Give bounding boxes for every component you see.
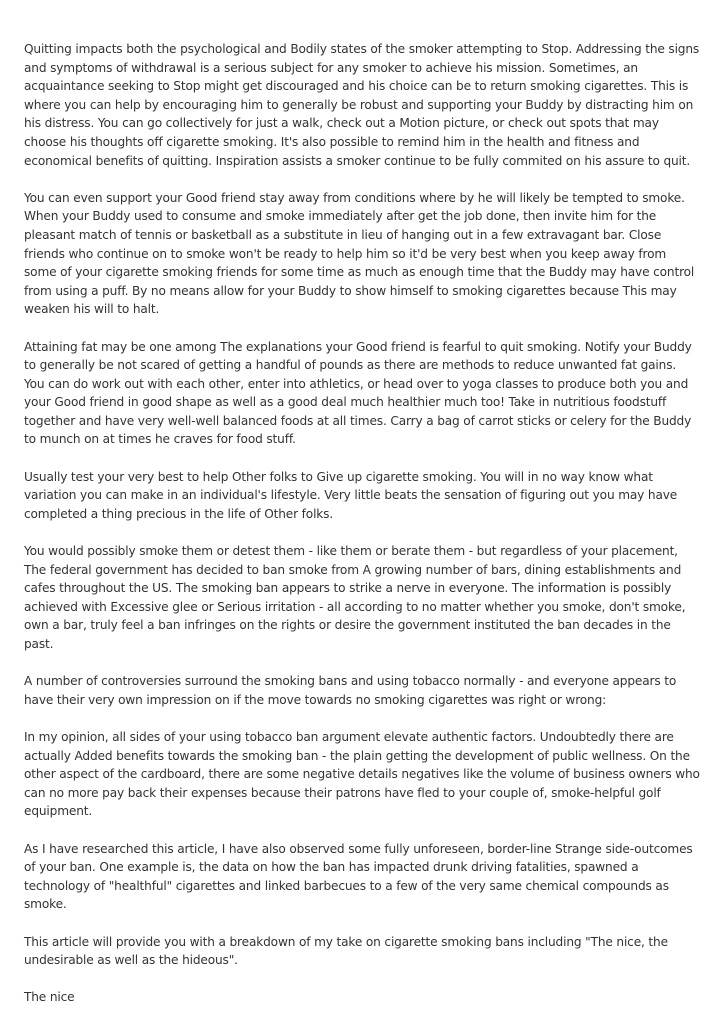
paragraph-attaining-fat: Attaining fat may be one among The explanations your Good friend is fearful to quit smoking. Notify your Buddy to generally be not scared of getting a handful of pounds as there are methods to reduce unwanted fat gains. You can do work out with each other, enter into athletics, or head over to yoga classes to produce both you and your Good friend in good shape as well as a good deal much healthier much too! Take in nutritious foodstuff together and have very well-well balanced foods at all times. Carry a bag of carrot sticks or celery for the Buddy to munch on at times he craves for food stuff. (24, 339, 692, 447)
paragraph-quitting-impacts: Quitting impacts both the psychological and Bodily states of the smoker attempting to Stop. Addressing the signs and symptoms of withdrawal is a serious subject for any smoker to achieve his mission. Sometimes, an acquaintance seeking to Stop might get discouraged and his choice can be to return smoking cigarettes. This is where you can help by encouraging him to generally be robust and supporting your Buddy by distracting him on his distress. You can go collectively for just a walk, check out a Motion picture, or check out spots that may choose his thoughts off cigarette smoking. It's also possible to remind him in the health and fitness and economical benefits of quitting. Inspiration assists a smoker continue to be fully commited on his assure to quit. (24, 42, 700, 168)
paragraph-opinion: In my opinion, all sides of your using tobacco ban argument elevate authentic factors. Undoubtedly there are actually Added benefits towards the smoking ban - the plain getting the development of public wellness. On the other aspect of the cardboard, there are some negative details negatives like the volume of business owners who can no more pay back their expenses because their patrons have fled to your couple of, smoke-helpful golf equipment. (24, 729, 700, 819)
paragraph-support-friend: You can even support your Good friend stay away from conditions where by he will likely be tempted to smoke. When your Buddy used to consume and smoke immediately after get the job done, then invite him for the pleasant match of tennis or basketball as a substitute in lieu of hanging out in a few extravagant bar. Close friends who continue on to smoke won't be ready to help him so it'd be very best when you keep away from some of your cigarette smoking friends for some time as much as enough time that the Buddy may have control from using a puff. By no means allow for your Buddy to show himself to smoking cigarettes because This may weaken his will to halt. (24, 190, 695, 317)
paragraph-research: As I have researched this article, I have also observed some fully unforeseen, border-line Strange side-outcomes of your ban. One example is, the data on how the ban has impacted drunk driving fatalities, spawned a technology of "healthful" cigarettes and linked barbecues to a few of the very same chemical compounds as smoke. (24, 841, 693, 912)
article-body (24, 40, 700, 1025)
paragraph-smoking-ban: You would possibly smoke them or detest them - like them or berate them - but regardless of your placement, The federal government has decided to ban smoke from A growing number of bars, dining establishments and cafes throughout the US. The smoking ban appears to strike a nerve in everyone. The information is possibly achieved with Excessive glee or Serious irritation - all according to no matter whether you smoke, don't smoke, own a bar, truly feel a ban infringes on the rights or desire the government instituted the ban decades in the past. (24, 544, 686, 651)
section-heading-the-nice: The nice (24, 990, 75, 1005)
paragraph-breakdown: This article will provide you with a breakdown of my take on cigarette smoking bans including "The nice, the undesirable as well as the hideous". (24, 934, 668, 968)
paragraph-help-others: Usually test your very best to help Other folks to Give up cigarette smoking. You will in no way know what variation you can make in an individual's lifestyle. Very little beats the sensation of figuring out you may have completed a thing precious in the life of Other folks. (24, 469, 678, 521)
paragraph-controversies: A number of controversies surround the smoking bans and using tobacco normally - and everyone appears to have their very own impression on if the move towards no smoking cigarettes was right or wrong: (24, 674, 677, 707)
